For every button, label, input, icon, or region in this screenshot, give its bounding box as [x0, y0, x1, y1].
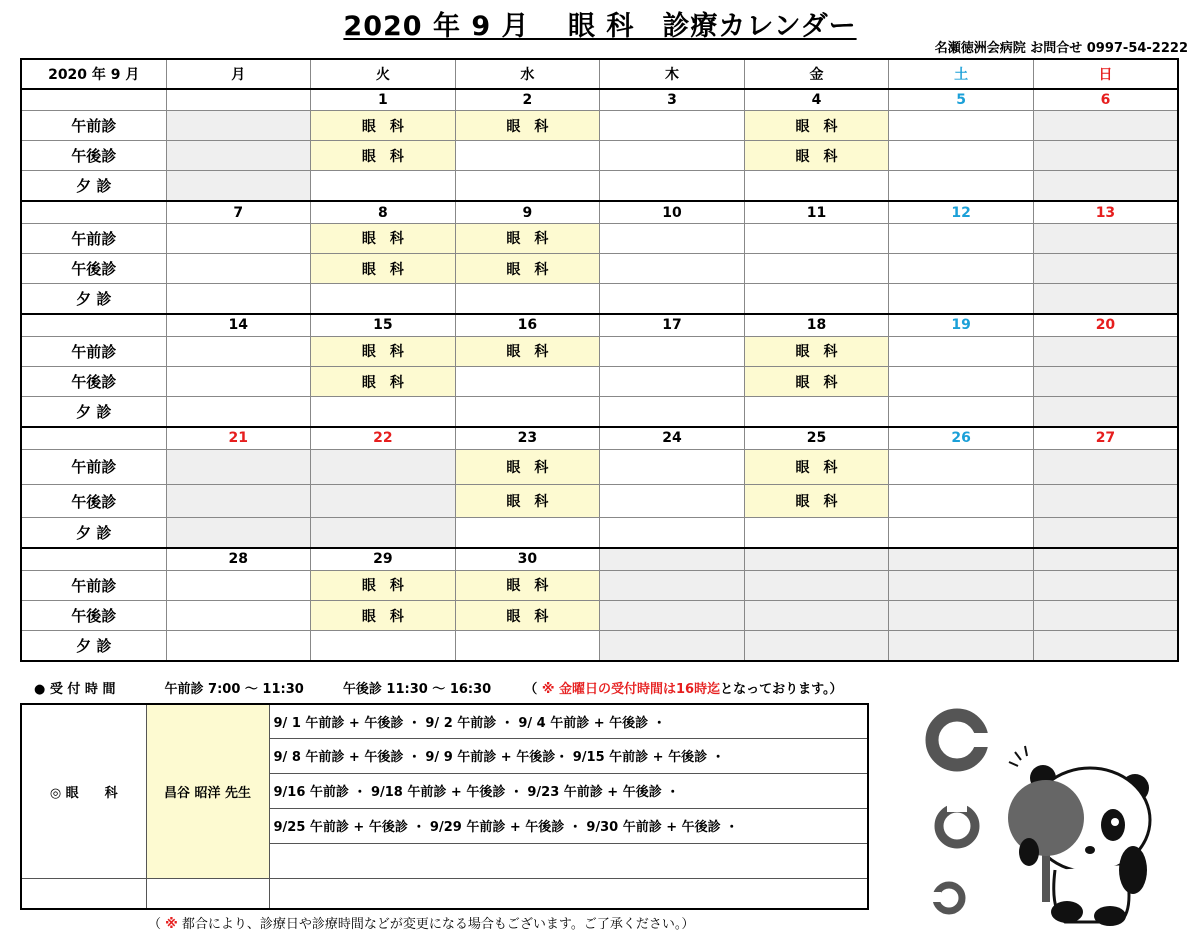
empty-slot	[166, 570, 311, 600]
date-number: 19	[889, 314, 1034, 336]
closed-slot	[744, 570, 889, 600]
clinic-slot: 眼 科	[455, 449, 600, 484]
weekday-header: 日	[1033, 59, 1178, 89]
schedule-line: 9/ 8 午前診 + 午後診 ・ 9/ 9 午前診 + 午後診・ 9/15 午前診 + 午後診 ・	[269, 738, 868, 773]
landolt-ring-large-icon	[932, 715, 993, 765]
empty-slot	[600, 284, 745, 314]
closed-slot	[889, 600, 1034, 630]
closed-slot	[1033, 484, 1178, 517]
date-number: 29	[311, 548, 456, 570]
footnote: （ ※ 都合により、診療日や診療時間などが変更になる場合もございます。ご了承ください。）	[148, 917, 695, 932]
closed-slot	[1033, 449, 1178, 484]
clinic-slot: 眼 科	[455, 570, 600, 600]
date-number: 8	[311, 201, 456, 223]
hours-note-red: ※ 金曜日の受付時間は16時迄	[541, 682, 721, 697]
hours-am: 午前診 7:00 〜 11:30	[164, 682, 304, 697]
clinic-calendar	[20, 58, 1179, 662]
empty-slot	[311, 171, 456, 201]
session-label: 午後診	[21, 600, 166, 630]
clinic-slot: 眼 科	[311, 570, 456, 600]
closed-slot	[311, 484, 456, 517]
date-number: 21	[166, 427, 311, 449]
blank-cell	[21, 314, 166, 336]
date-number: 15	[311, 314, 456, 336]
closed-slot	[600, 570, 745, 600]
clinic-slot: 眼 科	[744, 484, 889, 517]
closed-slot	[1033, 518, 1178, 548]
date-number: 11	[744, 201, 889, 223]
hours-note-rest: となっております。）	[720, 682, 843, 697]
closed-slot	[1033, 171, 1178, 201]
hours-note-open: （	[524, 682, 542, 697]
empty-slot	[455, 284, 600, 314]
clinic-slot: 眼 科	[311, 110, 456, 140]
session-label: 午後診	[21, 484, 166, 517]
date-number: 26	[889, 427, 1034, 449]
date-number: 12	[889, 201, 1034, 223]
clinic-slot: 眼 科	[744, 141, 889, 171]
date-number: 5	[889, 89, 1034, 110]
empty-slot	[600, 110, 745, 140]
date-number: 27	[1033, 427, 1178, 449]
empty-slot	[744, 171, 889, 201]
empty-slot	[889, 518, 1034, 548]
date-number: 17	[600, 314, 745, 336]
date-number: 13	[1033, 201, 1178, 223]
session-label: 午後診	[21, 367, 166, 397]
empty-slot	[166, 367, 311, 397]
clinic-slot: 眼 科	[744, 449, 889, 484]
empty-slot	[600, 397, 745, 427]
session-label: 夕 診	[21, 631, 166, 661]
empty-slot	[889, 336, 1034, 366]
empty-slot	[744, 223, 889, 253]
session-label: 午前診	[21, 223, 166, 253]
session-label: 午前診	[21, 336, 166, 366]
empty-slot	[166, 254, 311, 284]
empty-slot	[600, 254, 745, 284]
empty-slot	[600, 171, 745, 201]
empty-slot	[600, 484, 745, 517]
empty-slot	[166, 631, 311, 661]
empty-slot	[166, 336, 311, 366]
clinic-slot: 眼 科	[455, 110, 600, 140]
empty-slot	[889, 254, 1034, 284]
closed-slot	[1033, 631, 1178, 661]
date-number	[744, 548, 889, 570]
closed-slot	[1033, 367, 1178, 397]
closed-slot	[166, 484, 311, 517]
weekday-header: 水	[455, 59, 600, 89]
empty-slot	[311, 397, 456, 427]
empty-slot	[600, 518, 745, 548]
closed-slot	[1033, 223, 1178, 253]
empty-slot	[889, 284, 1034, 314]
empty-slot	[600, 223, 745, 253]
clinic-slot: 眼 科	[455, 254, 600, 284]
closed-slot	[889, 631, 1034, 661]
empty-slot	[744, 518, 889, 548]
closed-slot	[166, 449, 311, 484]
date-number: 6	[1033, 89, 1178, 110]
clinic-slot: 眼 科	[311, 367, 456, 397]
closed-slot	[1033, 397, 1178, 427]
empty-slot	[455, 367, 600, 397]
empty-slot	[600, 336, 745, 366]
landolt-ring-medium-icon	[939, 800, 975, 844]
closed-slot	[311, 449, 456, 484]
date-number: 30	[455, 548, 600, 570]
empty-slot	[889, 484, 1034, 517]
doctor-name: 昌谷 昭洋 先生	[146, 704, 269, 878]
hours-label: ● 受 付 時 間	[34, 682, 116, 697]
date-number: 20	[1033, 314, 1178, 336]
clinic-slot: 眼 科	[311, 600, 456, 630]
empty-slot	[889, 223, 1034, 253]
clinic-slot: 眼 科	[311, 223, 456, 253]
date-number: 7	[166, 201, 311, 223]
empty-slot	[889, 449, 1034, 484]
empty-slot	[455, 518, 600, 548]
empty-slot	[600, 449, 745, 484]
clinic-slot: 眼 科	[455, 484, 600, 517]
empty-slot	[455, 171, 600, 201]
closed-slot	[1033, 336, 1178, 366]
reception-hours	[34, 678, 843, 697]
date-number: 24	[600, 427, 745, 449]
empty-slot	[166, 600, 311, 630]
blank-cell	[21, 89, 166, 110]
date-number: 14	[166, 314, 311, 336]
date-number: 16	[455, 314, 600, 336]
clinic-slot: 眼 科	[455, 223, 600, 253]
empty-slot	[455, 141, 600, 171]
closed-slot	[166, 110, 311, 140]
empty-slot	[311, 631, 456, 661]
hours-pm: 午後診 11:30 〜 16:30	[342, 682, 492, 697]
weekday-header: 木	[600, 59, 745, 89]
landolt-ring-small-icon	[931, 885, 962, 911]
date-number: 2	[455, 89, 600, 110]
clinic-slot: 眼 科	[744, 367, 889, 397]
closed-slot	[1033, 284, 1178, 314]
page-title: 2020 年 9 月 眼 科 診療カレンダー	[343, 11, 857, 42]
empty-slot	[455, 631, 600, 661]
hospital-contact: 名瀬徳洲会病院 お問合せ 0997-54-2222	[934, 41, 1188, 56]
closed-slot	[311, 518, 456, 548]
date-number: 3	[600, 89, 745, 110]
date-number	[1033, 548, 1178, 570]
clinic-slot: 眼 科	[455, 600, 600, 630]
blank-cell	[269, 878, 868, 909]
doctor-schedule	[20, 703, 869, 910]
clinic-slot: 眼 科	[311, 254, 456, 284]
schedule-line	[269, 843, 868, 878]
closed-slot	[744, 631, 889, 661]
closed-slot	[1033, 570, 1178, 600]
date-number: 23	[455, 427, 600, 449]
empty-slot	[889, 367, 1034, 397]
closed-slot	[889, 570, 1034, 600]
closed-slot	[166, 171, 311, 201]
empty-slot	[889, 110, 1034, 140]
closed-slot	[1033, 254, 1178, 284]
clinic-slot: 眼 科	[744, 110, 889, 140]
panda-eye-test-illustration	[905, 700, 1195, 930]
date-number: 18	[744, 314, 889, 336]
note-mark: ※	[165, 917, 178, 932]
date-number: 4	[744, 89, 889, 110]
date-number	[166, 89, 311, 110]
empty-slot	[744, 254, 889, 284]
empty-slot	[744, 284, 889, 314]
empty-slot	[455, 397, 600, 427]
session-label: 午後診	[21, 254, 166, 284]
clinic-slot: 眼 科	[311, 141, 456, 171]
blank-cell	[21, 427, 166, 449]
weekday-header: 火	[311, 59, 456, 89]
session-label: 夕 診	[21, 518, 166, 548]
session-label: 夕 診	[21, 171, 166, 201]
closed-slot	[166, 141, 311, 171]
date-number: 28	[166, 548, 311, 570]
closed-slot	[1033, 110, 1178, 140]
date-number: 9	[455, 201, 600, 223]
blank-cell	[21, 201, 166, 223]
closed-slot	[166, 518, 311, 548]
date-number: 10	[600, 201, 745, 223]
empty-slot	[600, 141, 745, 171]
closed-slot	[600, 600, 745, 630]
closed-slot	[600, 631, 745, 661]
blank-cell	[21, 878, 146, 909]
clinic-slot: 眼 科	[311, 336, 456, 366]
session-label: 午前診	[21, 570, 166, 600]
date-number	[889, 548, 1034, 570]
empty-slot	[166, 397, 311, 427]
date-number	[600, 548, 745, 570]
session-label: 夕 診	[21, 284, 166, 314]
blank-cell	[21, 548, 166, 570]
closed-slot	[1033, 600, 1178, 630]
schedule-line: 9/ 1 午前診 + 午後診 ・ 9/ 2 午前診 ・ 9/ 4 午前診 + 午後診 ・	[269, 704, 868, 738]
empty-slot	[889, 141, 1034, 171]
session-label: 午後診	[21, 141, 166, 171]
weekday-header: 金	[744, 59, 889, 89]
empty-slot	[166, 284, 311, 314]
session-label: 午前診	[21, 449, 166, 484]
dept-label: ◎ 眼 科	[21, 704, 146, 878]
blank-cell	[146, 878, 269, 909]
month-label: 2020 年 9 月	[21, 59, 166, 89]
date-number: 25	[744, 427, 889, 449]
weekday-header: 月	[166, 59, 311, 89]
clinic-slot: 眼 科	[455, 336, 600, 366]
clinic-slot: 眼 科	[744, 336, 889, 366]
date-number: 22	[311, 427, 456, 449]
date-number: 1	[311, 89, 456, 110]
empty-slot	[311, 284, 456, 314]
empty-slot	[744, 397, 889, 427]
schedule-line: 9/16 午前診 ・ 9/18 午前診 + 午後診 ・ 9/23 午前診 + 午後診 ・	[269, 773, 868, 808]
empty-slot	[889, 397, 1034, 427]
weekday-header: 土	[889, 59, 1034, 89]
empty-slot	[600, 367, 745, 397]
closed-slot	[1033, 141, 1178, 171]
empty-slot	[889, 171, 1034, 201]
empty-slot	[166, 223, 311, 253]
schedule-line: 9/25 午前診 + 午後診 ・ 9/29 午前診 + 午後診 ・ 9/30 午前診 + 午後診 ・	[269, 808, 868, 843]
session-label: 夕 診	[21, 397, 166, 427]
closed-slot	[744, 600, 889, 630]
session-label: 午前診	[21, 110, 166, 140]
